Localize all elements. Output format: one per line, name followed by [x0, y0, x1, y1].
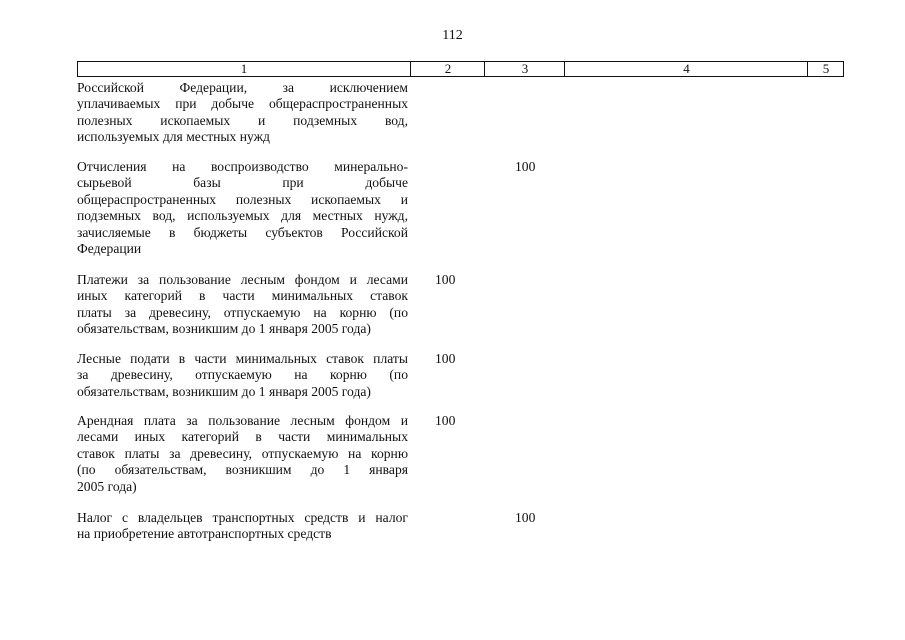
row-description-line: полезных ископаемых и подземных вод, — [77, 112, 408, 128]
row-description-line: иных категорий в части минимальных ставок — [77, 288, 408, 304]
row-description — [77, 272, 408, 338]
cell-col2: 100 — [435, 351, 456, 366]
row-description-line: 2005 года) — [77, 478, 137, 494]
column-header-5: 5 — [807, 62, 844, 76]
row-description-line: Арендная плата за пользование лесным фондом и — [77, 413, 408, 428]
row-description-line: за древесину, отпускаемую на корню (по — [77, 367, 408, 383]
row-description — [77, 510, 408, 543]
cell-col2: 100 — [435, 272, 456, 287]
row-description-line: общераспространенных полезных ископаемых и — [77, 191, 408, 207]
row-description-line: Российской Федерации, за исключением — [77, 80, 408, 95]
column-header-1: 1 — [240, 61, 248, 76]
row-description-line: обязательствам, возникшим до 1 января 2005 года) — [77, 321, 371, 337]
page-number: 112 — [442, 28, 463, 43]
table-header-row — [77, 61, 844, 77]
row-description-line: обязательствам, возникшим до 1 января 2005 года) — [77, 383, 371, 399]
row-description-line: Отчисления на воспроизводство минерально- — [77, 159, 408, 174]
row-description-line: используемых для местных нужд — [77, 129, 270, 145]
row-description-line: Лесные подати в части минимальных ставок платы — [77, 351, 408, 366]
row-description-line: подземных вод, используемых для местных нужд, — [77, 208, 408, 224]
row-description-line: Платежи за пользование лесным фондом и лесами — [77, 272, 408, 287]
cell-col3: 100 — [515, 510, 536, 525]
cell-col3: 100 — [515, 159, 536, 174]
row-description-line: платы за древесину, отпускаемую на корню (по — [77, 304, 408, 320]
row-description-line: (по обязательствам, возникшим до 1 января — [77, 462, 408, 478]
cell-col2: 100 — [435, 413, 456, 428]
row-description-line: на приобретение автотранспортных средств — [77, 526, 332, 542]
row-description-line: Федерации — [77, 241, 142, 257]
row-description-line: сырьевой базы при добыче — [77, 175, 408, 191]
column-header-2: 2 — [410, 62, 485, 76]
column-header-4: 4 — [564, 62, 808, 76]
column-header-3: 3 — [484, 62, 565, 76]
row-description-line: лесами иных категорий в части минимальных — [77, 429, 408, 445]
row-description-line: ставок платы за древесину, отпускаемую на корню — [77, 445, 408, 461]
row-description — [77, 159, 408, 257]
row-description — [77, 80, 408, 146]
row-description-line: зачисляемые в бюджеты субъектов Российской — [77, 224, 408, 240]
row-description-line: уплачиваемых при добыче общераспространенных — [77, 96, 408, 112]
row-description-line: Налог с владельцев транспортных средств и налог — [77, 510, 408, 525]
row-description — [77, 413, 408, 495]
row-description — [77, 351, 408, 400]
